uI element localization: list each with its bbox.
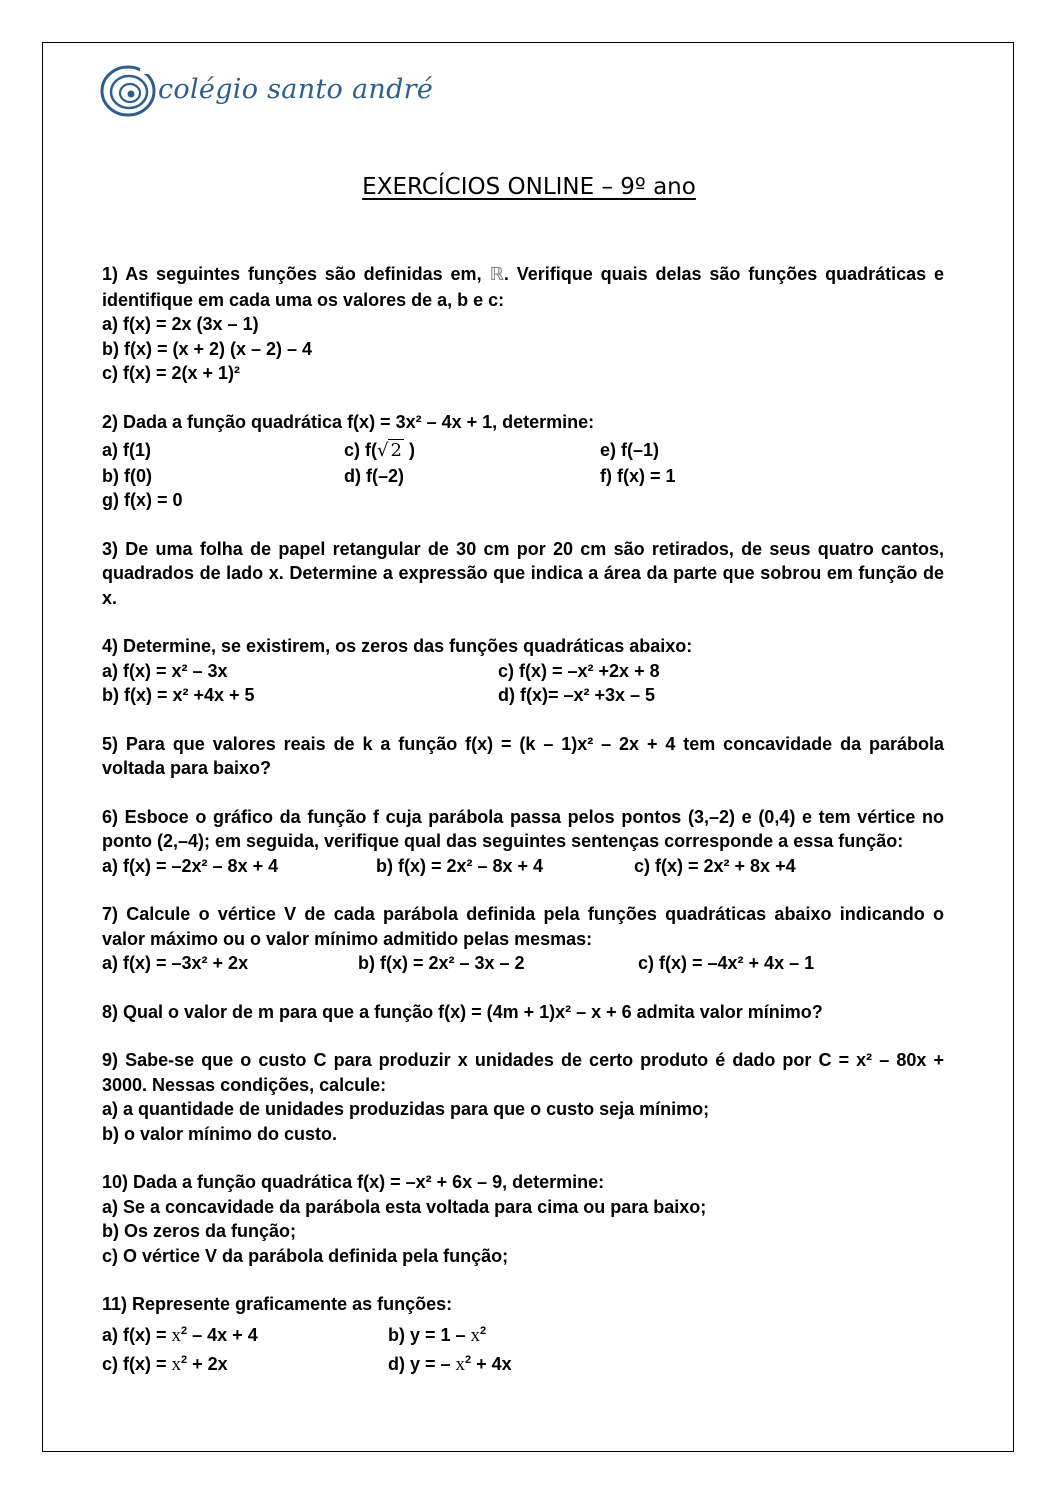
exercise-6-option-c: c) f(x) = 2x² + 8x +4 [634, 855, 796, 876]
exercise-4-item-b: b) f(x) = x² +4x + 5 [102, 685, 255, 705]
exercise-2-statement: 2) Dada a função quadrática f(x) = 3x² – 4x + 1, determine: [102, 411, 595, 432]
exercise-5 [102, 732, 944, 781]
exercise-11 [102, 1292, 944, 1379]
exercise-11-item-c: c) $f(x) = x^2 + 2x$ [102, 1353, 228, 1375]
spiral-logo-icon [100, 60, 160, 120]
exercise-3-statement: 3) De uma folha de papel retangular de 30 cm por 20 cm são retirados, de seus quatro cantos, quadrados de lado x. Determine a expressão que indica a área da parte que sobrou em função de x. [102, 538, 944, 608]
exercise-1 [102, 262, 944, 386]
exercise-10-item-a: a) Se a concavidade da parábola esta voltada para cima ou para baixo; [102, 1196, 707, 1217]
exercise-2-item-f: f) f(x) = 1 [600, 465, 676, 486]
real-numbers-symbol: ℝ [489, 264, 504, 285]
exercise-1-item-b: b) f(x) = (x + 2) (x – 2) – 4 [102, 338, 313, 359]
exercise-7-statement: 7) Calcule o vértice V de cada parábola definida pela funções quadráticas abaixo indicando o valor máximo ou o valor mínimo admitido pelas mesmas: [102, 904, 944, 949]
exercise-6-option-a: a) f(x) = –2x² – 8x + 4 [102, 855, 279, 876]
exercise-7-item-b: b) f(x) = 2x² – 3x – 2 [358, 953, 525, 973]
exercise-2-item-c: c) f(√ 2 ) [344, 438, 600, 464]
exercise-1-item-c: c) f(x) = 2(x + 1)² [102, 363, 241, 383]
exercise-1-item-a: a) f(x) = 2x (3x – 1) [102, 314, 259, 334]
exercise-2-row-2 [102, 464, 944, 489]
exercise-10 [102, 1170, 944, 1268]
school-name: colégio santo andré [158, 74, 434, 105]
exercise-list [102, 262, 944, 1403]
exercise-8 [102, 1000, 944, 1025]
exercise-3 [102, 537, 944, 611]
exercise-4-statement: 4) Determine, se existirem, os zeros das funções quadráticas abaixo: [102, 636, 693, 656]
exercise-11-item-d: d) y = – $x^2 + 4x$ [388, 1353, 512, 1375]
exercise-4-row-1 [102, 659, 944, 684]
exercise-11-row-1 [102, 1321, 944, 1350]
exercise-2-item-e: e) f(–1) [600, 440, 660, 460]
exercise-9 [102, 1048, 944, 1146]
exercise-5-statement: 5) Para que valores reais de k a função f(x) = (k – 1)x² – 2x + 4 tem concavidade da parábola voltada para baixo? [102, 733, 944, 778]
exercise-6-option-b: b) f(x) = 2x² – 8x + 4 [376, 855, 544, 876]
exercise-10-item-c: c) O vértice V da parábola definida pela função; [102, 1245, 509, 1266]
square-root-symbol: √ 2 [377, 440, 402, 461]
exercise-4-item-c: c) f(x) = –x² +2x + 8 [498, 660, 660, 681]
exercise-7-items [102, 951, 944, 976]
exercise-2 [102, 410, 944, 513]
exercise-4 [102, 634, 944, 708]
exercise-4-row-2 [102, 683, 944, 708]
exercise-6 [102, 805, 944, 879]
exercise-11-item-b: b) $y = 1 - x^2$ [388, 1324, 487, 1346]
exercise-2-item-a: a) f(1) [102, 440, 151, 460]
exercise-2-row-1 [102, 438, 944, 464]
exercise-7-item-c: c) f(x) = –4x² + 4x – 1 [638, 953, 815, 973]
exercise-11-statement: 11) Represente graficamente as funções: [102, 1294, 453, 1314]
exercise-7 [102, 902, 944, 976]
exercise-6-statement: 6) Esboce o gráfico da função f cuja parábola passa pelos pontos (3,–2) e (0,4) e tem vértice no ponto (2,–4); em seguida, verifique qual das seguintes sentenças corresponde a essa função: [102, 806, 944, 851]
exercise-6-options [102, 854, 944, 879]
exercise-2-item-d: d) f(–2) [344, 465, 404, 486]
exercise-9-statement: 9) Sabe-se que o custo C para produzir x unidades de certo produto é dado por C = x² – 80x + 3000. Nessas condições, calcule: [102, 1050, 944, 1095]
exercise-9-item-a: a) a quantidade de unidades produzidas para que o custo seja mínimo; [102, 1099, 710, 1119]
exercise-2-item-b: b) f(0) [102, 465, 152, 486]
exercise-10-item-b: b) Os zeros da função; [102, 1221, 297, 1241]
exercise-8-statement: 8) Qual o valor de m para que a função f(x) = (4m + 1)x² – x + 6 admita valor mínimo? [102, 1001, 823, 1022]
exercise-7-item-a: a) f(x) = –3x² + 2x [102, 953, 249, 973]
exercise-2-item-g: g) f(x) = 0 [102, 490, 183, 510]
exercise-11-item-a: a) $f(x) = x^2 - 4x + 4$ [102, 1324, 258, 1346]
exercise-10-statement: 10) Dada a função quadrática f(x) = –x² + 6x – 9, determine: [102, 1172, 605, 1192]
page-title: EXERCÍCIOS ONLINE – 9º ano [362, 174, 696, 200]
exercise-1-statement: 1) As seguintes funções são definidas em, ℝ. Verifique quais delas são funções quadráticas e identifique em cada uma os valores de a, b e c: [102, 264, 944, 310]
exercise-9-item-b: b) o valor mínimo do custo. [102, 1123, 338, 1144]
exercise-4-item-a: a) f(x) = x² – 3x [102, 660, 228, 681]
exercise-4-item-d: d) f(x)= –x² +3x – 5 [498, 685, 656, 705]
exercise-11-row-2 [102, 1350, 944, 1379]
